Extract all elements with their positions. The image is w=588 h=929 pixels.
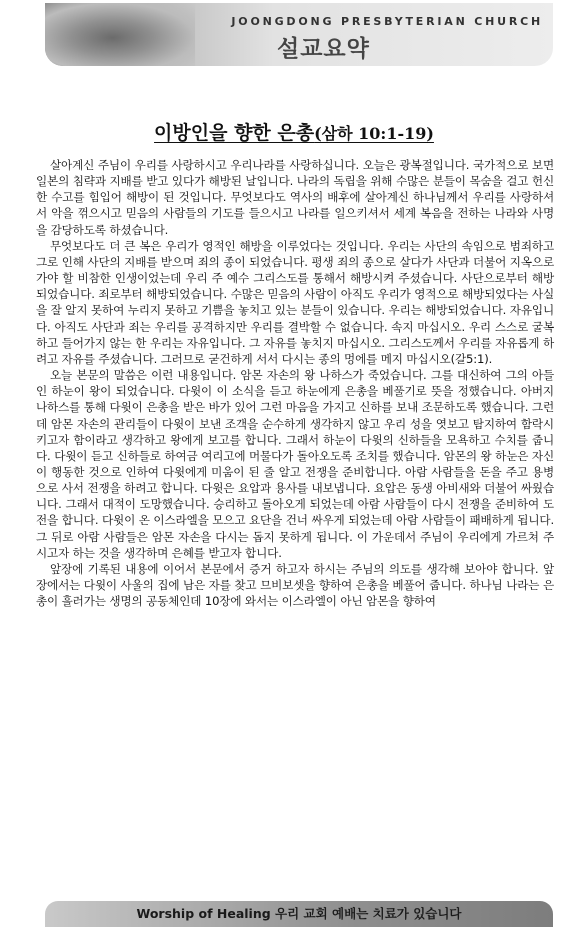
church-name: JOONGDONG PRESBYTERIAN CHURCH — [231, 15, 543, 28]
scripture-reference: (삼하 10:1-19) — [314, 124, 434, 143]
header-banner — [45, 3, 553, 66]
praying-hands-photo — [45, 3, 195, 66]
footer-banner — [45, 901, 553, 927]
paragraph-1: 살아계신 주님이 우리를 사랑하시고 우리나라를 사랑하십니다. 오늘은 광복절입니다. 국가적으로 보면 일본의 침략과 지배를 받고 있다가 해방된 날입니다. 나라의 독립을 위해 수많은 분들이 목숨을 걸고 헌신한 수고를 힘입어 해방이 된 것입니다. 무엇보다도 역사의 배후에 살아계신 하나님께서 우리를 사랑하셔서 악을 꺾으시고 믿음의 사람들의 기도를 들으시고 나라를 일으키셔서 세계 복음을 전하는 나라와 사명을 감당하도록 하셨습니다. — [36, 158, 554, 237]
sermon-title: 이방인을 향한 은총 — [154, 122, 315, 144]
paragraph-2: 무엇보다도 더 큰 복은 우리가 영적인 해방을 이루었다는 것입니다. 우리는 사단의 속임으로 범죄하고 그로 인해 사단의 지배를 받으며 죄의 종이 되었습니다. 평생 죄의 종으로 살다가 사단과 더불어 지옥으로 가야 할 비참한 인생이었는데 우리 주 예수 그리스도를 통해서 해방시켜 주셨습니다. 사단으로부터 해방되었습니다. 죄로부터 해방되었습니다. 수많은 믿음의 사람이 아직도 우리가 영적으로 해방되었다는 사실을 잘 알지 못하여 누리지 못하고 기쁨을 놓치고 있는 분들이 있습니다. 우리는 해방되었습니다. 자유입니다. 아직도 사단과 죄는 우리를 공격하지만 우리를 결박할 수 없습니다. 속지 마십시오. 우리 스스로 굴복하고 들어가지 않는 한 우리는 자유입니다. 그 자유를 놓치지 마십시오. 그리스도께서 우리를 자유롭게 하려고 자유를 주셨습니다. 그러므로 굳건하게 서서 다시는 종의 멍에를 메지 마십시오(갈5:1). — [36, 238, 554, 366]
footer-text: Worship of Healing 우리 교회 예배는 치료가 있습니다 — [136, 906, 462, 921]
sermon-body — [36, 157, 554, 609]
paragraph-3: 오늘 본문의 말씀은 이런 내용입니다. 암몬 자손의 왕 나하스가 죽었습니다. 그를 대신하여 그의 아들인 하눈이 왕이 되었습니다. 다윗이 이 소식을 듣고 하눈에게 은총을 베풀기로 뜻을 정했습니다. 아버지 나하스를 통해 다윗이 은총을 받은 바가 있어 그런 마음을 가지고 신하를 보내 조문하도록 했습니다. 그런데 암몬 자손의 관리들이 다윗이 보낸 조객을 순수하게 생각하지 않고 우리 성을 엿보고 탐지하여 함락시키고자 함이라고 생각하고 왕에게 보고를 합니다. 그래서 하눈이 다윗의 신하들을 모욕하고 수치를 줍니다. 다윗이 듣고 신하들로 하여금 여리고에 머물다가 돌아오도록 조치를 했습니다. 암몬의 왕 하눈은 자신이 행동한 것으로 인하여 다윗에게 미움이 된 줄 알고 전쟁을 준비합니다. 아람 사람들을 돈을 주고 용병으로 사서 전쟁을 하려고 합니다. 다윗은 요압과 용사를 내보냅니다. 요압은 동생 아비새와 더불어 싸웠습니다. 그래서 대적이 도망했습니다. 승리하고 돌아오게 되었는데 아람 사람들이 다시 전쟁을 준비하여 도전을 합니다. 다윗이 온 이스라엘을 모으고 요단을 건너 싸우게 되었는데 아람 사람들이 패배하게 됩니다. 그 뒤로 아람 사람들은 암몬 자손을 다시는 돕지 못하게 됩니다. 이 가운데서 주님이 우리에게 가르쳐 주시고자 하는 것을 생각하며 은혜를 받고자 합니다. — [36, 368, 554, 560]
section-title: 설교요약 — [277, 36, 370, 62]
sermon-title-block — [0, 118, 588, 145]
paragraph-4: 앞장에 기록된 내용에 이어서 본문에서 증거 하고자 하시는 주님의 의도를 생각해 보아야 합니다. 앞 장에서는 다윗이 사울의 집에 남은 자를 찾고 므비보셋을 향하여 은총을 베풀어 줍니다. 하나님 나라는 은총이 흘러가는 생명의 공동체인데 10장에 와서는 이스라엘이 아닌 암몬을 향하여 — [36, 561, 554, 609]
